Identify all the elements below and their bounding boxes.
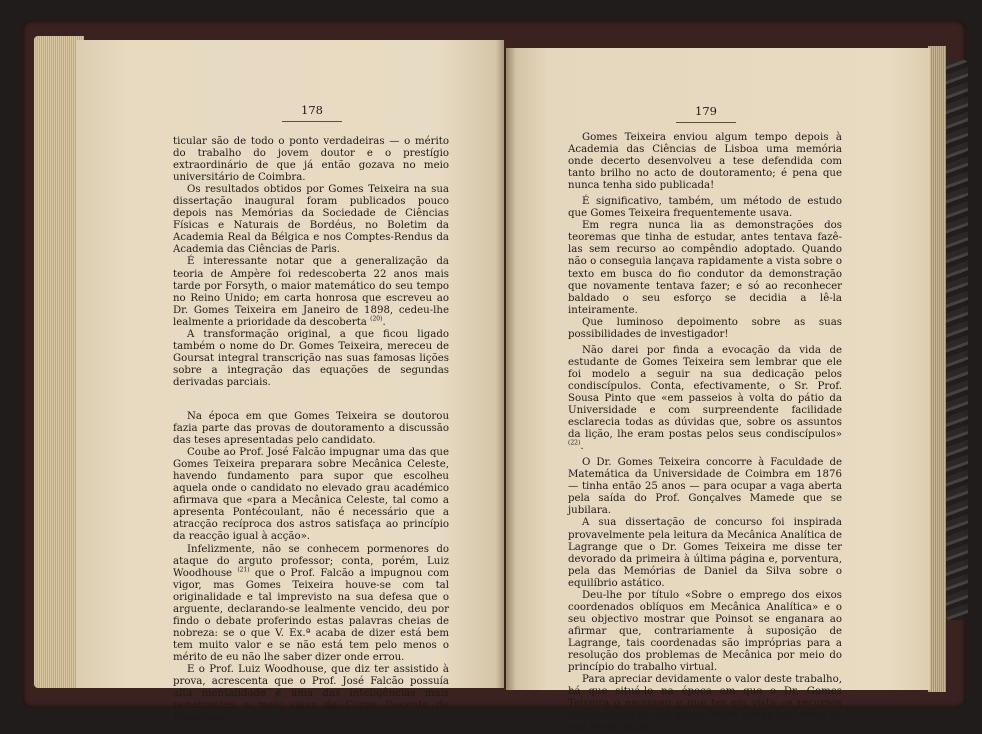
book-gutter [496, 40, 516, 690]
paragraph: ticular são de todo o ponto verdadeiras — o mérito do trabalho do jovem doutor e o prestígio extraordinário de que já então gozava no meio universitário de Coimbra. [173, 136, 449, 184]
paragraph: Os resultados obtidos por Gomes Teixeira na sua dissertação inaugural foram publicados pouco depois nas Memórias da Sociedade de Ciências Físicas e Naturais de Bordéus, no Boletim da Academia Real da Bélgica e nos Comptes-Rendus da Academia das Ciências de Paris. [173, 184, 449, 256]
left-page [76, 40, 504, 724]
footnote-ref: (22) [568, 439, 581, 447]
page-number-rule [676, 122, 736, 123]
paragraph: É significativo, também, um método de estudo que Gomes Teixeira frequentemente usava. [568, 196, 842, 220]
footnote-ref: (20) [370, 315, 383, 323]
page-number: 178 [301, 103, 323, 117]
paragraph: O Dr. Gomes Teixeira concorre à Faculdade de Matemática da Universidade de Coimbra em 1876 — tinha então 25 anos — para ocupar a vaga aberta pela saída do Prof. Gonçalves Mamede que se jubilara. [568, 457, 842, 517]
page-number-rule [282, 121, 342, 122]
paragraph: E o Prof. Luiz Woodhouse, que diz ter assistido à prova, acrescenta que o Prof. José Falcão possuía alta mentalidade e uma das inteligências mais penetrantes e mais vivas do Corpo Docente da Faculdade. [173, 663, 449, 724]
paragraph: É interessante notar que a generalização da teoria de Ampère foi redescoberta 22 anos mais tarde por Forsyth, o maior matemático do seu tempo no Reino Unido; em carta honrosa que escreveu ao Dr. Gomes Teixeira em Janeiro de 1898, cedeu-lhe lealmente a prioridade da descoberta $^{(20)}$. [173, 256, 449, 328]
paragraph: Infelizmente, não se conhecem pormenores do ataque do arguto professor; conta, porém, Luiz Woodhouse $^{(21)}$ que o Prof. Falcão a impugnou com vigor, mas Gomes Teixeira houve-se com tal originalidade e tal imprevisto na sua defesa que o arguente, declarando-se lealmente vencido, deu por findo o debate proferindo estas palavras cheias de nobreza: se o que V. Ex.ª acaba de dizer está bem tem muito valor e se não está tem pelo menos o mérito de eu não lhe saber dizer onde errou. [173, 543, 449, 663]
right-page [506, 48, 930, 734]
paragraph: Gomes Teixeira enviou algum tempo depois à Academia das Ciências de Lisboa uma memória onde decerto desenvolveu a tese defendida com tanto brilho no acto de doutoramento; é pena que nunca tenha sido publicada! [568, 132, 842, 192]
marbled-cover-edge [946, 60, 968, 620]
page-number: 179 [695, 104, 717, 118]
paragraph: Não darei por finda a evocação da vida de estudante de Gomes Teixeira sem lembrar que ele foi modelo a seguir na sua dedicação pelos condiscípulos. Conta, efectivamente, o Sr. Prof. Sousa Pinto que «em passeios à volta do pátio da Universidade e com surpreendente facilidade esclarecia todas as dúvidas que, sobre os assuntos da lição, lhe eram postas pelos seus condiscípulos» $^{(22)}$. [568, 344, 842, 453]
right-page-text [568, 132, 842, 734]
left-page-text [173, 136, 449, 724]
paragraph: Para apreciar devidamente o valor deste trabalho, há que situá-lo na época em que o Dr. Gomes Teixeira o escreveu e que ter em vista os recursos matemáticos de um aluno desse tempo no termo da sua licenciatura. [568, 674, 842, 734]
paragraph: Deu-lhe por título «Sobre o emprego dos eixos coordenados oblíquos em Mecânica Analítica» e o seu objectivo mostrar que Poinsot se enganara ao afirmar que, contrariamente à suposição de Lagrange, tais coordenadas são impróprias para a resolução dos problemas de Mecânica por meio do princípio do trabalho virtual. [568, 589, 842, 674]
page-stack-right [928, 46, 946, 692]
paragraph: Na época em que Gomes Teixeira se doutorou fazia parte das provas de doutoramento a discussão das teses apresentadas pelo candidato. [173, 410, 449, 447]
paragraph: Coube ao Prof. José Falcão impugnar uma das que Gomes Teixeira preparara sobre Mecânica Celeste, havendo fundamento para supor que escolheu aquela onde o candidato no elevado grau académico afirmava que «para a Mecânica Celeste, tal como a apresenta Pontécoulant, não é necessário que a atracção recíproca dos astros satisfaça ao princípio da reacção igual à acção». [173, 447, 449, 543]
footnote-ref: (21) [237, 566, 250, 574]
paragraph: Que luminoso depoimento sobre as suas possibilidades de investigador! [568, 316, 842, 340]
paragraph: A transformação original, a que ficou ligado também o nome do Dr. Gomes Teixeira, mereceu de Goursat integral transcrição nas suas famosas lições sobre a integração das equações de segundas derivadas parciais. [173, 328, 449, 388]
paragraph: Em regra nunca lia as demonstrações dos teoremas que tinha de estudar, antes tentava fazê-las sem recurso ao compêndio adoptado. Quando não o conseguia lançava rapidamente a vista sobre o texto em busca do fio condutor da demonstração que novamente tentava fazer; e só ao reconhecer baldado o seu esforço se decidia a lê-la inteiramente. [568, 220, 842, 316]
paragraph: A sua dissertação de concurso foi inspirada provavelmente pela leitura da Mecânica Analítica de Lagrange que o Dr. Gomes Teixeira me disse ter devorado da primeira à última página e, porventura, pela das Memórias de Daniel da Silva sobre o equilíbrio astático. [568, 517, 842, 589]
